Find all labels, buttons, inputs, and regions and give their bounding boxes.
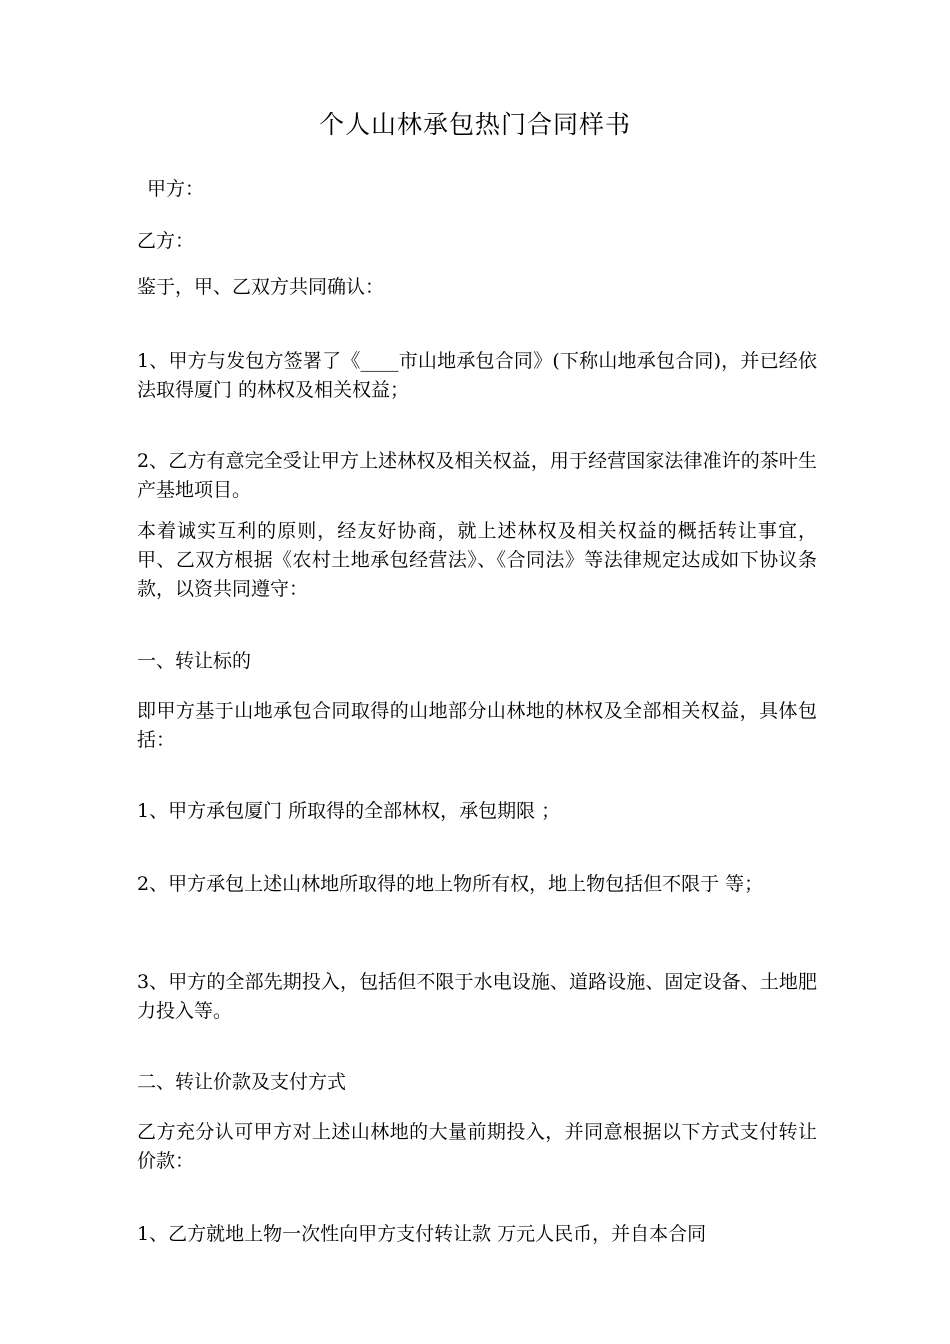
section-2-item-1: 1、乙方就地上物一次性向甲方支付转让款 万元人民币，并自本合同: [137, 1223, 707, 1245]
section-2-heading: 二、转让价款及支付方式: [137, 1071, 347, 1093]
party-b-label: 乙方：: [137, 230, 195, 252]
recital-2: 2、乙方有意完全受让甲方上述林权及相关权益，用于经营国家法律准许的茶叶生产基地项目。: [137, 450, 817, 501]
document-title: 个人山林承包热门合同样书: [318, 110, 631, 139]
whereas-clause: 鉴于，甲、乙双方共同确认：: [137, 276, 385, 298]
section-1-item-1: 1、甲方承包厦门 所取得的全部林权，承包期限 ；: [137, 800, 561, 822]
section-2-intro: 乙方充分认可甲方对上述山林地的大量前期投入，并同意根据以下方式支付转让价款：: [137, 1121, 817, 1172]
section-1-intro: 即甲方基于山地承包合同取得的山地部分山林地的林权及全部相关权益，具体包括：: [137, 700, 817, 751]
section-1-item-3: 3、甲方的全部先期投入，包括但不限于水电设施、道路设施、固定设备、土地肥力投入等。: [137, 971, 817, 1022]
preamble-paragraph: 本着诚实互利的原则，经友好协商，就上述林权及相关权益的概括转让事宜，甲、乙双方根据《农村土地承包经营法》、《合同法》等法律规定达成如下协议条款，以资共同遵守：: [137, 520, 817, 600]
party-a-label: 甲方：: [147, 178, 205, 200]
section-1-item-2: 2、甲方承包上述山林地所取得的地上物所有权，地上物包括但不限于 等；: [137, 873, 764, 895]
recital-1: 1、甲方与发包方签署了《____市山地承包合同》(下称山地承包合同)，并已经依法取得厦门 的林权及相关权益；: [137, 350, 817, 401]
section-1-heading: 一、转让标的: [137, 650, 252, 672]
